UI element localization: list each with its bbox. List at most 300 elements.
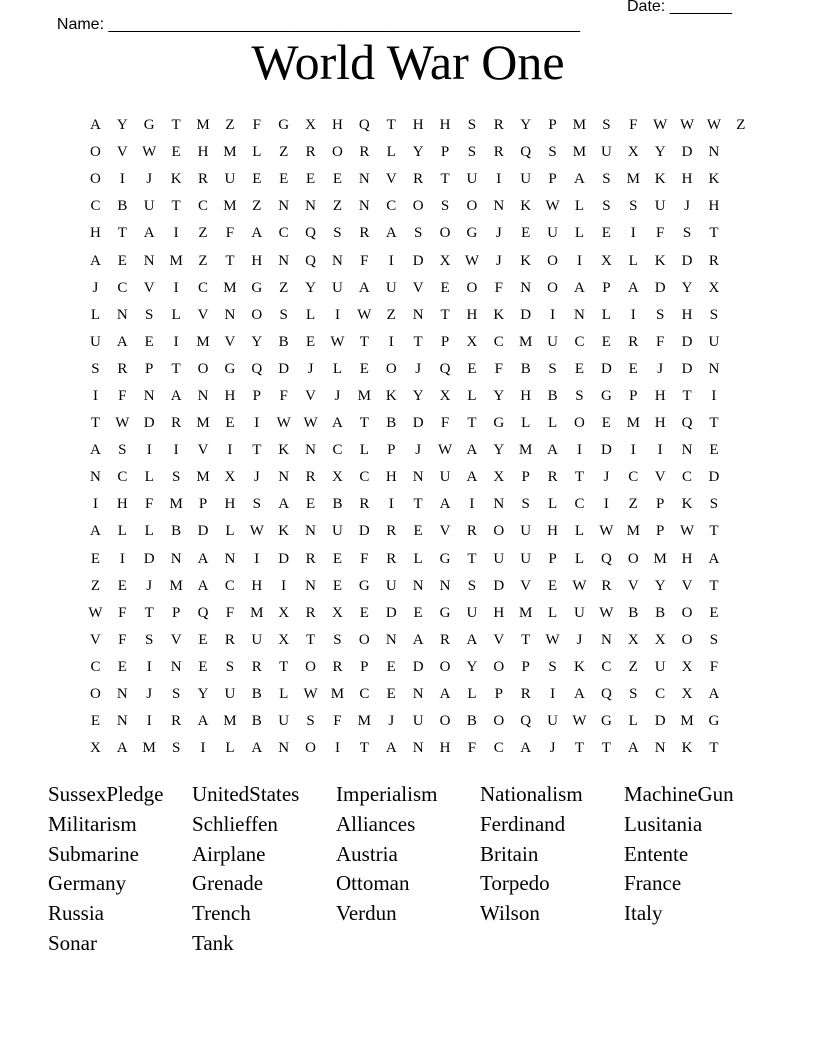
grid-letter[interactable]: A bbox=[251, 225, 263, 242]
grid-letter[interactable]: H bbox=[681, 306, 693, 323]
grid-letter[interactable]: C bbox=[574, 496, 585, 513]
grid-letter[interactable]: F bbox=[225, 225, 235, 242]
grid-letter[interactable]: E bbox=[359, 604, 369, 621]
grid-letter[interactable]: X bbox=[627, 631, 639, 648]
grid-letter[interactable]: V bbox=[627, 577, 639, 594]
grid-letter[interactable]: K bbox=[654, 252, 666, 269]
grid-letter[interactable]: E bbox=[225, 415, 235, 432]
grid-letter[interactable]: M bbox=[653, 550, 667, 567]
grid-letter[interactable]: J bbox=[307, 360, 314, 377]
grid-letter[interactable]: K bbox=[170, 171, 182, 188]
grid-letter[interactable]: G bbox=[358, 577, 370, 594]
grid-letter[interactable]: Q bbox=[358, 117, 370, 134]
grid-letter[interactable]: N bbox=[439, 577, 451, 594]
grid-letter[interactable]: L bbox=[279, 686, 289, 703]
grid-letter[interactable]: A bbox=[547, 442, 558, 459]
grid-letter[interactable]: N bbox=[412, 577, 424, 594]
grid-letter[interactable]: S bbox=[548, 360, 557, 377]
grid-letter[interactable]: L bbox=[386, 144, 396, 161]
grid-letter[interactable]: M bbox=[680, 713, 694, 730]
grid-letter[interactable]: N bbox=[305, 198, 316, 215]
grid-letter[interactable]: U bbox=[332, 523, 343, 540]
grid-letter[interactable]: E bbox=[628, 360, 638, 377]
grid-letter[interactable]: M bbox=[223, 198, 237, 215]
grid-letter[interactable]: H bbox=[90, 225, 101, 242]
grid-letter[interactable]: A bbox=[358, 279, 370, 296]
grid-letter[interactable]: Y bbox=[681, 279, 693, 296]
grid-letter[interactable]: Q bbox=[520, 713, 532, 730]
grid-letter[interactable]: N bbox=[116, 713, 128, 730]
grid-letter[interactable]: Q bbox=[600, 550, 612, 567]
grid-letter[interactable]: J bbox=[603, 469, 610, 486]
grid-letter[interactable]: F bbox=[279, 387, 288, 404]
grid-letter[interactable]: V bbox=[197, 306, 209, 323]
grid-letter[interactable]: T bbox=[359, 333, 369, 350]
grid-letter[interactable]: N bbox=[385, 631, 397, 648]
grid-letter[interactable]: T bbox=[386, 117, 396, 134]
grid-letter[interactable]: B bbox=[655, 604, 666, 621]
grid-letter[interactable]: A bbox=[574, 171, 585, 188]
grid-letter[interactable]: X bbox=[332, 604, 343, 621]
grid-letter[interactable]: S bbox=[333, 225, 342, 242]
grid-letter[interactable]: M bbox=[357, 387, 372, 404]
grid-letter[interactable]: U bbox=[654, 198, 666, 215]
grid-letter[interactable]: M bbox=[626, 415, 640, 432]
grid-letter[interactable]: O bbox=[90, 686, 101, 703]
grid-letter[interactable]: D bbox=[358, 523, 370, 540]
grid-letter[interactable]: I bbox=[334, 306, 340, 323]
grid-letter[interactable]: P bbox=[494, 686, 503, 703]
grid-letter[interactable]: W bbox=[357, 306, 372, 323]
grid-letter[interactable]: H bbox=[197, 144, 209, 161]
grid-letter[interactable]: L bbox=[332, 360, 343, 377]
grid-letter[interactable]: F bbox=[333, 713, 342, 730]
grid-letter[interactable]: C bbox=[386, 198, 397, 215]
grid-letter[interactable]: X bbox=[466, 333, 478, 350]
grid-letter[interactable]: T bbox=[171, 117, 181, 134]
grid-letter[interactable]: C bbox=[90, 198, 101, 215]
grid-letter[interactable]: J bbox=[495, 225, 502, 242]
grid-letter[interactable]: G bbox=[600, 387, 612, 404]
grid-letter[interactable]: B bbox=[117, 198, 128, 215]
grid-letter[interactable]: V bbox=[681, 577, 693, 594]
grid-letter[interactable]: P bbox=[440, 144, 450, 161]
grid-letter[interactable]: F bbox=[440, 415, 450, 432]
grid-letter[interactable]: O bbox=[493, 713, 505, 730]
grid-letter[interactable]: J bbox=[415, 442, 422, 459]
grid-letter[interactable]: F bbox=[252, 117, 261, 134]
grid-letter[interactable]: N bbox=[116, 686, 128, 703]
grid-letter[interactable]: D bbox=[412, 415, 424, 432]
grid-letter[interactable]: T bbox=[440, 306, 450, 323]
grid-letter[interactable]: R bbox=[171, 415, 182, 432]
grid-letter[interactable]: H bbox=[654, 387, 666, 404]
grid-letter[interactable]: Z bbox=[252, 198, 262, 215]
grid-letter[interactable]: N bbox=[600, 631, 612, 648]
grid-letter[interactable]: E bbox=[252, 171, 262, 188]
grid-letter[interactable]: Z bbox=[628, 496, 638, 513]
grid-letter[interactable]: A bbox=[520, 740, 532, 757]
grid-letter[interactable]: V bbox=[412, 279, 424, 296]
grid-letter[interactable]: W bbox=[572, 713, 587, 730]
grid-letter[interactable]: C bbox=[493, 740, 504, 757]
grid-letter[interactable]: U bbox=[385, 279, 397, 296]
grid-letter[interactable]: J bbox=[92, 279, 99, 296]
grid-letter[interactable]: S bbox=[118, 442, 127, 459]
grid-letter[interactable]: P bbox=[548, 171, 557, 188]
grid-letter[interactable]: M bbox=[519, 333, 533, 350]
grid-letter[interactable]: Q bbox=[197, 604, 209, 621]
grid-letter[interactable]: V bbox=[143, 279, 155, 296]
grid-letter[interactable]: D bbox=[654, 713, 666, 730]
grid-letter[interactable]: U bbox=[654, 658, 666, 675]
grid-letter[interactable]: N bbox=[412, 740, 424, 757]
grid-letter[interactable]: D bbox=[143, 415, 155, 432]
grid-letter[interactable]: L bbox=[90, 306, 101, 323]
grid-letter[interactable]: N bbox=[278, 740, 290, 757]
grid-letter[interactable]: T bbox=[467, 415, 477, 432]
grid-letter[interactable]: L bbox=[628, 252, 638, 269]
grid-letter[interactable]: A bbox=[116, 740, 128, 757]
grid-letter[interactable]: O bbox=[90, 171, 101, 188]
grid-letter[interactable]: K bbox=[681, 740, 693, 757]
grid-letter[interactable]: M bbox=[357, 713, 372, 730]
grid-letter[interactable]: L bbox=[601, 306, 611, 323]
grid-letter[interactable]: A bbox=[439, 686, 451, 703]
grid-letter[interactable]: S bbox=[91, 360, 100, 377]
grid-letter[interactable]: T bbox=[709, 577, 719, 594]
grid-letter[interactable]: F bbox=[467, 740, 477, 757]
grid-letter[interactable]: W bbox=[330, 333, 345, 350]
grid-letter[interactable]: D bbox=[681, 333, 693, 350]
grid-letter[interactable]: N bbox=[305, 577, 316, 594]
grid-letter[interactable]: O bbox=[627, 550, 639, 567]
grid-letter[interactable]: A bbox=[466, 442, 478, 459]
grid-letter[interactable]: W bbox=[115, 415, 130, 432]
grid-letter[interactable]: M bbox=[142, 740, 156, 757]
grid-letter[interactable]: H bbox=[251, 577, 263, 594]
grid-letter[interactable]: Q bbox=[681, 415, 693, 432]
grid-letter[interactable]: L bbox=[413, 550, 423, 567]
grid-letter[interactable]: N bbox=[358, 198, 370, 215]
grid-letter[interactable]: J bbox=[415, 360, 422, 377]
grid-letter[interactable]: I bbox=[173, 225, 179, 242]
grid-letter[interactable]: W bbox=[545, 631, 560, 648]
grid-letter[interactable]: P bbox=[360, 658, 369, 675]
grid-letter[interactable]: C bbox=[359, 469, 370, 486]
grid-letter[interactable]: E bbox=[90, 713, 101, 730]
grid-letter[interactable]: J bbox=[684, 198, 690, 215]
grid-letter[interactable]: E bbox=[359, 360, 369, 377]
grid-letter[interactable]: E bbox=[305, 496, 316, 513]
grid-letter[interactable]: U bbox=[708, 333, 720, 350]
grid-letter[interactable]: H bbox=[332, 117, 343, 134]
grid-letter[interactable]: T bbox=[521, 631, 531, 648]
grid-letter[interactable]: Y bbox=[412, 144, 424, 161]
grid-letter[interactable]: L bbox=[171, 306, 181, 323]
grid-letter[interactable]: S bbox=[467, 144, 477, 161]
grid-letter[interactable]: U bbox=[224, 686, 236, 703]
grid-letter[interactable]: Z bbox=[628, 658, 638, 675]
grid-letter[interactable]: E bbox=[574, 360, 585, 377]
grid-letter[interactable]: X bbox=[439, 252, 451, 269]
grid-letter[interactable]: O bbox=[439, 658, 451, 675]
grid-letter[interactable]: Z bbox=[225, 117, 235, 134]
grid-letter[interactable]: E bbox=[601, 415, 611, 432]
grid-letter[interactable]: U bbox=[547, 333, 558, 350]
grid-letter[interactable]: T bbox=[682, 387, 692, 404]
grid-letter[interactable]: N bbox=[170, 550, 182, 567]
grid-letter[interactable]: T bbox=[709, 740, 719, 757]
grid-letter[interactable]: R bbox=[413, 171, 424, 188]
grid-letter[interactable]: D bbox=[412, 658, 424, 675]
grid-letter[interactable]: Y bbox=[251, 333, 263, 350]
grid-letter[interactable]: Y bbox=[116, 117, 128, 134]
grid-letter[interactable]: G bbox=[493, 415, 505, 432]
grid-letter[interactable]: C bbox=[278, 225, 289, 242]
grid-letter[interactable]: U bbox=[493, 550, 505, 567]
grid-letter[interactable]: O bbox=[466, 198, 478, 215]
grid-letter[interactable]: X bbox=[332, 469, 343, 486]
grid-letter[interactable]: F bbox=[145, 496, 154, 513]
grid-letter[interactable]: F bbox=[360, 550, 369, 567]
grid-letter[interactable]: U bbox=[547, 225, 558, 242]
grid-letter[interactable]: P bbox=[387, 442, 396, 459]
grid-letter[interactable]: O bbox=[493, 523, 505, 540]
grid-letter[interactable]: L bbox=[628, 713, 638, 730]
grid-letter[interactable]: U bbox=[90, 333, 101, 350]
grid-letter[interactable]: T bbox=[709, 523, 719, 540]
grid-letter[interactable]: G bbox=[143, 117, 155, 134]
grid-letter[interactable]: Q bbox=[305, 225, 316, 242]
grid-letter[interactable]: T bbox=[467, 550, 477, 567]
grid-letter[interactable]: H bbox=[708, 198, 720, 215]
grid-letter[interactable]: P bbox=[655, 523, 665, 540]
grid-letter[interactable]: V bbox=[197, 442, 209, 459]
grid-letter[interactable]: Q bbox=[305, 252, 316, 269]
grid-letter[interactable]: M bbox=[626, 523, 640, 540]
grid-letter[interactable]: D bbox=[600, 442, 612, 459]
grid-letter[interactable]: K bbox=[493, 306, 505, 323]
grid-letter[interactable]: O bbox=[385, 360, 397, 377]
grid-letter[interactable]: J bbox=[657, 360, 664, 377]
grid-letter[interactable]: F bbox=[118, 604, 127, 621]
grid-letter[interactable]: S bbox=[145, 306, 154, 323]
grid-letter[interactable]: T bbox=[440, 171, 450, 188]
grid-letter[interactable]: B bbox=[547, 387, 558, 404]
grid-letter[interactable]: N bbox=[708, 144, 720, 161]
grid-letter[interactable]: S bbox=[575, 387, 584, 404]
grid-letter[interactable]: M bbox=[196, 415, 210, 432]
grid-letter[interactable]: E bbox=[413, 523, 423, 540]
grid-letter[interactable]: E bbox=[521, 225, 531, 242]
grid-letter[interactable]: K bbox=[385, 387, 397, 404]
grid-letter[interactable]: I bbox=[388, 496, 394, 513]
grid-letter[interactable]: S bbox=[709, 496, 719, 513]
grid-letter[interactable]: R bbox=[305, 550, 316, 567]
grid-letter[interactable]: U bbox=[600, 144, 612, 161]
grid-letter[interactable]: E bbox=[198, 631, 208, 648]
grid-letter[interactable]: R bbox=[601, 577, 612, 594]
grid-letter[interactable]: L bbox=[548, 604, 558, 621]
grid-letter[interactable]: R bbox=[305, 604, 316, 621]
grid-letter[interactable]: S bbox=[709, 631, 719, 648]
grid-letter[interactable]: B bbox=[520, 360, 531, 377]
grid-letter[interactable]: N bbox=[278, 252, 290, 269]
grid-letter[interactable]: A bbox=[708, 550, 720, 567]
grid-letter[interactable]: I bbox=[119, 171, 125, 188]
grid-letter[interactable]: S bbox=[145, 631, 154, 648]
grid-letter[interactable]: N bbox=[412, 306, 424, 323]
grid-letter[interactable]: U bbox=[520, 550, 532, 567]
grid-letter[interactable]: H bbox=[520, 387, 532, 404]
grid-letter[interactable]: H bbox=[251, 252, 263, 269]
grid-letter[interactable]: O bbox=[439, 713, 451, 730]
grid-letter[interactable]: X bbox=[278, 631, 290, 648]
grid-letter[interactable]: S bbox=[467, 117, 477, 134]
grid-letter[interactable]: A bbox=[439, 496, 451, 513]
grid-letter[interactable]: K bbox=[708, 171, 720, 188]
grid-letter[interactable]: N bbox=[143, 387, 155, 404]
grid-letter[interactable]: C bbox=[198, 279, 209, 296]
grid-letter[interactable]: I bbox=[469, 496, 475, 513]
grid-letter[interactable]: U bbox=[278, 713, 290, 730]
grid-letter[interactable]: T bbox=[574, 469, 585, 486]
grid-letter[interactable]: N bbox=[224, 550, 236, 567]
grid-letter[interactable]: D bbox=[520, 306, 532, 323]
grid-letter[interactable]: I bbox=[173, 333, 179, 350]
grid-letter[interactable]: D bbox=[708, 469, 720, 486]
grid-letter[interactable]: E bbox=[386, 658, 396, 675]
grid-letter[interactable]: W bbox=[679, 523, 695, 540]
grid-letter[interactable]: V bbox=[439, 523, 451, 540]
grid-letter[interactable]: S bbox=[171, 740, 181, 757]
grid-letter[interactable]: S bbox=[602, 117, 611, 134]
grid-letter[interactable]: Z bbox=[279, 144, 289, 161]
grid-letter[interactable]: O bbox=[466, 279, 478, 296]
grid-letter[interactable]: O bbox=[681, 604, 693, 621]
grid-letter[interactable]: R bbox=[305, 144, 316, 161]
grid-letter[interactable]: O bbox=[332, 144, 343, 161]
grid-letter[interactable]: T bbox=[574, 740, 585, 757]
grid-letter[interactable]: J bbox=[146, 171, 153, 188]
grid-letter[interactable]: M bbox=[169, 496, 183, 513]
grid-letter[interactable]: R bbox=[386, 523, 397, 540]
grid-letter[interactable]: U bbox=[466, 171, 478, 188]
grid-letter[interactable]: X bbox=[493, 469, 505, 486]
grid-letter[interactable]: E bbox=[332, 577, 343, 594]
grid-letter[interactable]: C bbox=[117, 279, 128, 296]
grid-letter[interactable]: A bbox=[574, 279, 585, 296]
grid-letter[interactable]: R bbox=[386, 550, 397, 567]
grid-letter[interactable]: H bbox=[439, 117, 451, 134]
grid-letter[interactable]: X bbox=[627, 144, 639, 161]
grid-letter[interactable]: X bbox=[278, 604, 290, 621]
grid-letter[interactable]: R bbox=[251, 658, 262, 675]
grid-letter[interactable]: K bbox=[681, 496, 693, 513]
grid-letter[interactable]: K bbox=[278, 442, 290, 459]
grid-letter[interactable]: S bbox=[467, 577, 477, 594]
grid-letter[interactable]: C bbox=[655, 686, 666, 703]
grid-letter[interactable]: W bbox=[88, 604, 103, 621]
grid-letter[interactable]: M bbox=[169, 577, 183, 594]
grid-letter[interactable]: B bbox=[251, 713, 262, 730]
grid-letter[interactable]: A bbox=[278, 496, 290, 513]
grid-letter[interactable]: P bbox=[548, 550, 557, 567]
grid-letter[interactable]: V bbox=[654, 469, 666, 486]
grid-letter[interactable]: N bbox=[332, 252, 343, 269]
grid-letter[interactable]: W bbox=[599, 604, 614, 621]
grid-letter[interactable]: T bbox=[709, 225, 719, 242]
grid-letter[interactable]: W bbox=[679, 117, 695, 134]
grid-letter[interactable]: A bbox=[574, 686, 585, 703]
grid-letter[interactable]: E bbox=[413, 604, 423, 621]
grid-letter[interactable]: M bbox=[626, 171, 640, 188]
grid-letter[interactable]: C bbox=[574, 333, 585, 350]
grid-letter[interactable]: L bbox=[225, 740, 235, 757]
grid-letter[interactable]: X bbox=[224, 469, 236, 486]
grid-letter[interactable]: Z bbox=[198, 225, 208, 242]
grid-letter[interactable]: O bbox=[251, 306, 263, 323]
grid-letter[interactable]: A bbox=[116, 333, 128, 350]
grid-letter[interactable]: E bbox=[709, 442, 719, 459]
grid-letter[interactable]: N bbox=[708, 360, 720, 377]
grid-letter[interactable]: X bbox=[708, 279, 720, 296]
grid-letter[interactable]: K bbox=[654, 171, 666, 188]
grid-letter[interactable]: F bbox=[360, 252, 369, 269]
grid-letter[interactable]: L bbox=[548, 496, 558, 513]
grid-letter[interactable]: Y bbox=[654, 577, 666, 594]
grid-letter[interactable]: V bbox=[90, 631, 101, 648]
grid-letter[interactable]: O bbox=[681, 631, 693, 648]
grid-letter[interactable]: E bbox=[279, 171, 289, 188]
grid-letter[interactable]: A bbox=[385, 225, 397, 242]
grid-letter[interactable]: P bbox=[521, 658, 530, 675]
grid-letter[interactable]: G bbox=[278, 117, 290, 134]
grid-letter[interactable]: T bbox=[90, 415, 101, 432]
grid-letter[interactable]: V bbox=[170, 631, 182, 648]
grid-letter[interactable]: I bbox=[92, 496, 98, 513]
grid-letter[interactable]: F bbox=[118, 631, 127, 648]
grid-letter[interactable]: L bbox=[548, 415, 558, 432]
grid-letter[interactable]: I bbox=[173, 442, 179, 459]
grid-letter[interactable]: R bbox=[359, 225, 370, 242]
grid-letter[interactable]: Y bbox=[520, 117, 532, 134]
grid-letter[interactable]: D bbox=[197, 523, 209, 540]
grid-letter[interactable]: B bbox=[251, 686, 262, 703]
grid-letter[interactable]: O bbox=[197, 360, 209, 377]
grid-letter[interactable]: M bbox=[223, 279, 237, 296]
grid-letter[interactable]: C bbox=[493, 333, 504, 350]
grid-letter[interactable]: A bbox=[90, 117, 101, 134]
grid-letter[interactable]: N bbox=[224, 306, 236, 323]
grid-letter[interactable]: S bbox=[682, 225, 692, 242]
grid-letter[interactable]: Q bbox=[439, 360, 451, 377]
grid-letter[interactable]: O bbox=[439, 225, 451, 242]
grid-letter[interactable]: Y bbox=[412, 387, 424, 404]
grid-letter[interactable]: S bbox=[440, 198, 450, 215]
grid-letter[interactable]: J bbox=[549, 740, 556, 757]
grid-letter[interactable]: E bbox=[117, 252, 127, 269]
grid-letter[interactable]: K bbox=[574, 658, 585, 675]
grid-letter[interactable]: A bbox=[708, 686, 720, 703]
grid-letter[interactable]: I bbox=[630, 306, 636, 323]
grid-letter[interactable]: I bbox=[550, 306, 556, 323]
grid-letter[interactable]: P bbox=[548, 117, 557, 134]
grid-letter[interactable]: R bbox=[708, 252, 719, 269]
grid-letter[interactable]: T bbox=[359, 740, 369, 757]
grid-letter[interactable]: I bbox=[281, 577, 287, 594]
